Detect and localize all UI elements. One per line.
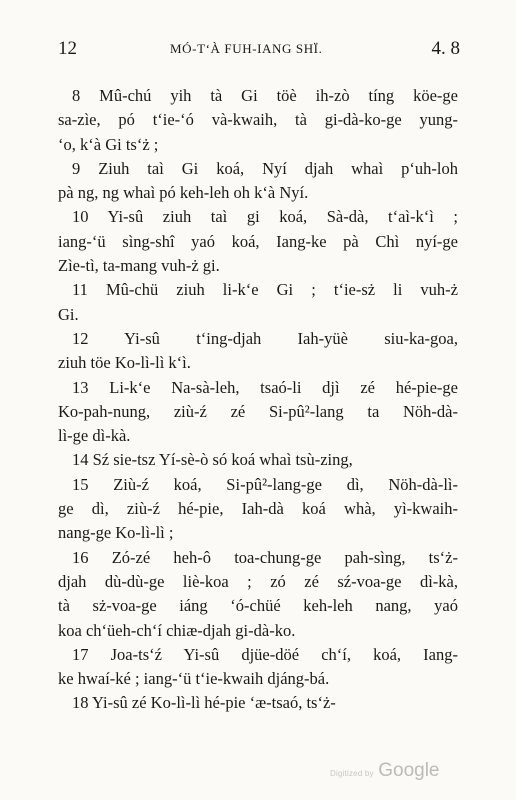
verse-line: ‘o, k‘à Gi ts‘ż ; [58,134,159,154]
digitization-watermark [330,760,440,782]
verse-first-line: 18 Yi-sû zé Ko-lì-lì hé-pie ‘æ-tsaó, ts‘ż- [72,693,336,713]
verse-first-line: 14 Sź sie-tsz Yí-sè-ò só koá whaì tsù-zing, [72,450,353,470]
verse-line: lì-ge dì-kà. [58,426,131,446]
verse [58,157,458,206]
verse-line: koa ch‘üeh-ch‘í chiæ-djah gi-dà-ko. [58,620,296,640]
verse-line: ge dì, ziù-ź hé-pie, Iah-dà koá whà, yì-kwaih- [58,499,458,519]
verse-text [58,84,458,716]
verse-line: Zìe-tì, ta-mang vuh-ż gi. [58,256,220,276]
verse [58,643,458,692]
verse-line: ke hwaí-ké ; iang-‘ü t‘ie-kwaih djáng-bá. [58,669,330,689]
verse-first-line: 16 Zó-zé heh-ô toa-chung-ge pah-sìng, ts‘ż- [72,547,458,567]
verse [58,278,458,327]
verse [58,473,458,546]
page-header [58,38,460,64]
google-logo: Google [378,760,440,781]
chapter-reference: 4. 8 [431,38,460,59]
verse-first-line: 10 Yi-sû ziuh taì gi koá, Sà-dà, t‘aì-k‘ì ; [72,207,458,227]
verse-line: Ko-pah-nung, ziù-ź zé Si-pû²-lang ta Nöh-dà- [58,401,458,421]
verse-line: pà ng, ng whaì pó keh-leh oh k‘à Nyí. [58,183,309,203]
verse-first-line: 9 Ziuh taì Gi koá, Nyí djah whaì p‘uh-loh [72,158,458,178]
page-number: 12 [58,38,77,59]
verse-line: iang-‘ü sìng-shî yaó koá, Iang-ke pà Chì nyí-ge [58,231,458,251]
verse [58,448,458,472]
verse [58,376,458,449]
verse-line: ziuh töe Ko-lì-lì k‘ì. [58,353,191,373]
verse-first-line: 11 Mû-chü ziuh li-k‘e Gi ; t‘ie-sż li vuh-ż [72,280,458,300]
verse-first-line: 13 Li-k‘e Na-sà-leh, tsaó-li djì zé hé-pie-ge [72,377,458,397]
digitized-by-label: Digitized by [330,769,374,778]
verse [58,327,458,376]
verse-first-line: 8 Mû-chú yih tà Gi töè ih-zò tíng köe-ge [72,86,458,105]
verse [58,84,458,157]
verse-line: djah dù-dù-ge liè-koa ; zó zé sź-voa-ge dì-kà, [58,571,458,591]
verse-line: tà sż-voa-ge iáng ‘ó-chüé keh-leh nang, yaó [58,596,458,616]
verse [58,691,458,715]
verse [58,546,458,643]
verse-first-line: 15 Ziù-ź koá, Si-pû²-lang-ge dì, Nöh-dà-lì- [72,474,458,494]
verse-line: Gi. [58,304,79,324]
verse [58,205,458,278]
verse-first-line: 12 Yi-sû t‘ing-djah Iah-yüè siu-ka-goa, [72,328,458,348]
verse-line: nang-ge Ko-lì-lì ; [58,523,174,543]
running-title: MÓ-T‘À FUH-IANG SHÏ. [170,41,323,56]
verse-line: sa-zìe, pó t‘ie-‘ó và-kwaih, tà gi-dà-ko-ge yung- [58,110,458,130]
verse-first-line: 17 Joa-ts‘ź Yi-sû djüe-döé ch‘í, koá, Iang- [72,644,458,664]
